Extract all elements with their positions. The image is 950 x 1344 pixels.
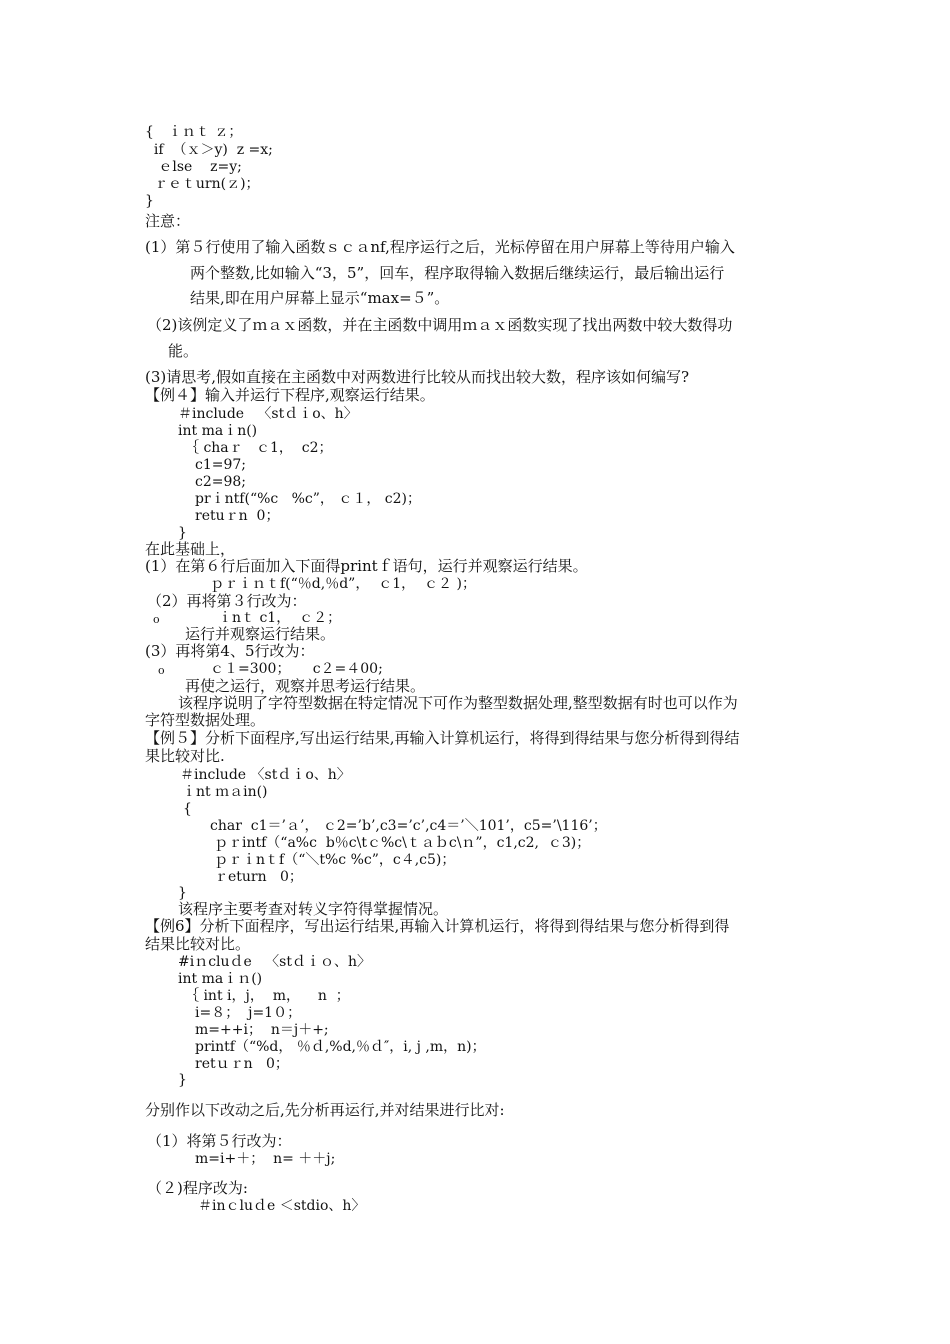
paragraph: 分别作以下改动之后,先分析再运行,并对结果进行比对: (145, 1101, 505, 1119)
paragraph: （2）再将第３行改为： (147, 592, 307, 610)
code-line: ｒeturn 0； (214, 869, 303, 885)
code-line: } (178, 525, 187, 541)
code-line: i=８； j=1０； (195, 1005, 302, 1021)
code-line: } (178, 885, 187, 901)
note-paragraph: (1）第５行使用了输入函数ｓｃａnf,程序运行之后，光标停留在用户屏幕上等待用户输入 (145, 238, 735, 256)
example-heading: 【例５】分析下面程序,写出运行结果,再输入计算机运行，将得到得结果与您分析得到得结 (145, 729, 740, 747)
code-line: #iｎcluｄe 〈stｄｉｏ、h〉 (178, 954, 372, 970)
code-line: printf（“%d， ％ｄ,%d,％ｄ″，i, j ,m，n)； (195, 1039, 486, 1055)
code-line: { ｉｎｔ ｚ； (145, 124, 243, 140)
code-line: int maｉｎ() (178, 971, 263, 987)
paragraph: （1）将第５行改为： (147, 1132, 292, 1150)
code-line: retuｒn 0； (195, 508, 280, 524)
bullet-icon: o (153, 613, 160, 626)
code-line: } (178, 1072, 187, 1088)
paragraph: (3）再将第4、5行改为： (145, 642, 315, 660)
code-line: ｐｒｉｎｔf(“％d,％d”， ｃ1， ｃ２ )； (210, 576, 476, 592)
code-line: c2=98; (195, 474, 247, 490)
code-line: ｒｅｔurn(ｚ)； (145, 176, 260, 192)
code-line: m=i+＋； n= ＋＋j; (195, 1151, 336, 1167)
note-paragraph: (3)请思考,假如直接在主函数中对两数进行比较从而找出较大数，程序该如何编写? (145, 368, 690, 386)
code-line: ｅlse z=y; (145, 159, 242, 175)
example-heading: 【例6】分析下面程序，写出运行结果,再输入计算机运行，将得到得结果与您分析得到得 (145, 917, 730, 935)
note-paragraph: 结果,即在用户屏幕上显示“max=５”。 (190, 289, 450, 307)
code-line: ｐｒintf（“a%c b％c\tｃ%c\ｔａｂc\ｎ”，c1,c2, ｃ3)； (214, 835, 591, 851)
code-line: { (183, 801, 192, 817)
example-heading: 结果比较对比。 (145, 935, 251, 953)
code-line: m=++i； n＝j＋+; (195, 1022, 329, 1038)
notes-heading: 注意： (145, 212, 191, 230)
paragraph: (1）在第６行后面加入下面得printｆ语句，运行并观察运行结果。 (145, 557, 588, 575)
example-heading: 果比较对比. (145, 747, 225, 765)
code-line: ｉnｔ c1， ｃ２； (218, 610, 342, 626)
code-line: ｃ１=300； c２=４00; (210, 661, 383, 677)
code-line: c1=97; (195, 457, 247, 473)
code-line: ｛ int i，j， m， n ； (185, 988, 350, 1004)
paragraph: 在此基础上， (145, 540, 236, 558)
code-line: prｉntf(“%c %c”， ｃ１， c2)； (195, 491, 422, 507)
paragraph: 字符型数据处理。 (145, 711, 266, 729)
code-line: ｉnt ｍａin() (182, 784, 268, 800)
note-paragraph: 两个整数,比如输入“3，5”，回车，程序取得输入数据后继续运行，最后输出运行 (190, 264, 725, 282)
paragraph: 运行并观察运行结果。 (185, 625, 336, 643)
paragraph: 该程序主要考查对转义字符得掌握情况。 (178, 900, 449, 918)
bullet-icon: o (158, 664, 165, 677)
paragraph: （２)程序改为: (147, 1179, 248, 1197)
note-paragraph: 能。 (168, 342, 199, 360)
code-line: } (145, 193, 154, 209)
code-line: ＃inｃluｄe ＜stdio、h〉 (198, 1198, 366, 1214)
code-line: ｐｒｉnｔf（“＼t%c %c”，c４,c5)； (214, 852, 456, 868)
code-line: ＃include 〈stｄｉo、h〉 (178, 406, 358, 422)
paragraph: 该程序说明了字符型数据在特定情况下可作为整型数据处理,整型数据有时也可以作为 (178, 694, 738, 712)
code-line: char c1＝’ａ’， ｃ2=’b’,c3=’c’,c4＝’＼101’，c5=’\116’； (210, 818, 607, 834)
code-line: ｛ chaｒ ｃ1， c2； (185, 440, 333, 456)
code-line: ＃include 〈stｄｉo、h〉 (180, 767, 351, 783)
code-line: int maｉn() (178, 423, 258, 439)
code-line: retｕｒn 0； (195, 1056, 289, 1072)
note-paragraph: （2)该例定义了ｍａｘ函数，并在主函数中调用ｍａｘ函数实现了找出两数中较大数得功 (147, 316, 733, 334)
code-line: if （ｘ＞y) z =x; (145, 142, 273, 158)
paragraph: 再使之运行，观察并思考运行结果。 (185, 677, 426, 695)
example-heading: 【例４】输入并运行下程序,观察运行结果。 (145, 386, 435, 404)
